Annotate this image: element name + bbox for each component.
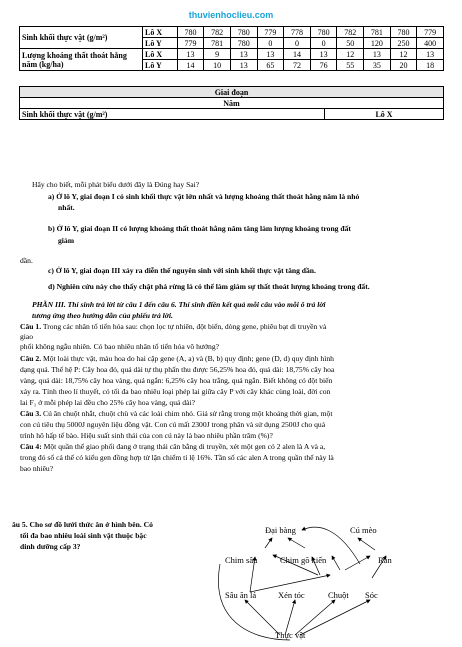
node-dai-bang: Đại bàng [265,525,296,535]
row-label: Sinh khối thực vật (g/m²) [20,27,143,49]
question-4: Câu 4: Một quần thể giao phối đang ở trạng thái cân bằng di truyền, xét một gen có 2 alen là A và a, [20,442,326,451]
table-cell: 780 [177,27,204,38]
table-row [20,49,444,60]
node-chuot: Chuột [328,590,349,600]
table-cell: 10 [204,60,231,71]
question-3-cont: trình hô hấp tế bào. Hiệu suất sinh thái của con cú này là bao nhiêu phần trăm (%)? [20,431,273,440]
question-5: âu 5. Cho sơ đồ lưới thức ăn ở hình bên. Có [12,520,153,529]
table-row [20,27,444,38]
table-cell: 50 [337,38,364,49]
table-cell: 13 [417,49,444,60]
question-5-cont: tối đa bao nhiêu loài sinh vật thuộc bậc [20,531,147,540]
food-web-diagram [210,500,430,642]
node-chim-sau: Chim sâu [225,555,258,565]
table-cell: 779 [257,27,284,38]
table-row [20,98,444,109]
question-1: Câu 1. Trong các nhân tố tiến hóa sau: chọn lọc tự nhiên, đột biến, dòng gene, phiêu bạt di truyền và [20,322,327,331]
table-cell: 72 [284,60,311,71]
table-cell: 14 [284,49,311,60]
table-cell: 781 [204,38,231,49]
lot-label: Lô Y [143,60,178,71]
question-2-cont: lai F₁ ở mỗi phép lai đều cho 25% cây hoa vàng, quả dài? [20,398,195,407]
table-cell: 400 [417,38,444,49]
question-intro: Hãy cho biết, mỗi phát biểu dưới đây là Đúng hay Sai? [32,180,200,189]
table-cell: 13 [257,49,284,60]
table-cell: 20 [390,60,417,71]
statement-d: d) Nghiên cứu này cho thấy chặt phá rừng là có thể làm giảm sự thất thoát lượng khoáng trong đất. [48,282,370,291]
question-2: Câu 2. Một loài thực vật, màu hoa do hai cặp gene (A, a) và (B, b) quy định; gene (D, d) quy định hình [20,354,334,363]
question-2-cont: dạng quả. Thế hệ P: Cây hoa đỏ, quả dài tự thụ phấn thu được 56,25% hoa đỏ, quả dài: 18,75% cây hoa [20,365,335,374]
table-cell: 250 [390,38,417,49]
table-cell: 65 [257,60,284,71]
node-cu-meo: Cú mèo [350,525,377,535]
lot-label: Lô X [325,109,444,120]
question-4-cont: trong đó số cá thể có kiểu gen đồng hợp tử lặn chiếm tỉ lệ 16%. Tần số các alen A trong quần thể này là [20,453,334,462]
part3-title-cont: tương ứng theo hướng dẫn của phiếu trả lời. [32,311,173,320]
table-cell: 779 [417,27,444,38]
table-cell: 13 [230,49,257,60]
statement-b-cont: giảm [58,236,75,245]
question-2-cont: vàng, quả dài: 18,75% cây hoa vàng, quả ngắn: 6,25% cây hoa trắng, quả ngắn. Biết không có đột biến [20,376,333,385]
table-cell: 76 [310,60,337,71]
statement-b-end: dần. [20,256,33,265]
node-ran: Rắn [378,555,392,565]
row-label: Sinh khối thực vật (g/m²) [20,109,325,120]
table-cell: 780 [310,27,337,38]
node-soc: Sóc [365,590,378,600]
table-cell: 55 [337,60,364,71]
table-cell: 779 [177,38,204,49]
question-3: Câu 3. Cú ăn chuột nhắt, chuột chù và các loài chim nhỏ. Giả sử rằng trong một khoảng thời gian, một [20,409,333,418]
statement-a-cont: nhất. [58,203,75,212]
lot-label: Lô X [143,27,178,38]
question-3-cont: con cú tiêu thụ 5000J nguyên liệu đồng vật. Con cú mất 2300J trong phân và sử dụng 2500J cho quá [20,420,326,429]
table-cell: 12 [390,49,417,60]
table-cell: 780 [390,27,417,38]
table-cell: 780 [230,38,257,49]
statement-b: b) Ở lô Y, giai đoạn II có lượng khoáng thất thoát hằng năm tăng làm lượng khoáng trong đất [48,224,351,233]
table-cell: 782 [337,27,364,38]
table-row [20,109,444,120]
table-cell: 778 [284,27,311,38]
table-cell: 13 [364,49,391,60]
table-cell: 18 [417,60,444,71]
table-cell: 120 [364,38,391,49]
question-2-cont: xảy ra. Tính theo lí thuyết, có tối đa bao nhiêu loại phép lai giữa cây P với cây khác cùng loài, đời con [20,387,331,396]
watermark: thuvienhoclieu.com [188,10,274,20]
table-cell: 780 [230,27,257,38]
table-cell: 0 [310,38,337,49]
table-cell: 12 [337,49,364,60]
question-1-cont: phối không ngẫu nhiên. Có bao nhiêu nhân tố tiến hóa vô hướng? [20,342,219,351]
table-cell: 13 [310,49,337,60]
node-thuc-vat: Thực vật [275,630,306,640]
question-1-cont: giao [20,332,34,341]
lot-label: Lô X [143,49,178,60]
node-sau-an-la: Sâu ăn lá [225,590,257,600]
stage-header: Giai đoạn [20,87,444,98]
statement-a: a) Ở lô Y, giai đoạn I có sinh khối thực vật lớn nhất và lượng khoáng thất thoát hằng năm là nhỏ [48,192,360,201]
data-table [19,26,444,71]
table-cell: 781 [364,27,391,38]
table-cell: 35 [364,60,391,71]
table-cell: 0 [284,38,311,49]
year-header: Năm [20,98,444,109]
table-cell: 782 [204,27,231,38]
statement-c: c) Ở lô Y, giai đoạn III xảy ra diễn thế nguyên sinh với sinh khối thực vật tăng dần. [48,266,316,275]
table-cell: 0 [257,38,284,49]
table-cell: 13 [230,60,257,71]
table-cell: 9 [204,49,231,60]
lot-label: Lô Y [143,38,178,49]
question-4-cont: bao nhiêu? [20,464,54,473]
table-cell: 14 [177,60,204,71]
node-chim-go-kien: Chim gõ kiến [280,555,327,565]
table-row [20,87,444,98]
row-label: Lượng khoáng thất thoát hằng năm (kg/ha) [20,49,143,71]
question-5-cont: dinh dưỡng cấp 3? [20,542,81,551]
stage-table [19,86,444,120]
part3-title: PHẦN III. Thí sinh trả lời từ câu 1 đến câu 6. Thí sinh điền kết quả mỗi câu vào mỗi ô trả lời [32,300,326,309]
node-xen-toc: Xén tóc [278,590,305,600]
table-cell: 13 [177,49,204,60]
